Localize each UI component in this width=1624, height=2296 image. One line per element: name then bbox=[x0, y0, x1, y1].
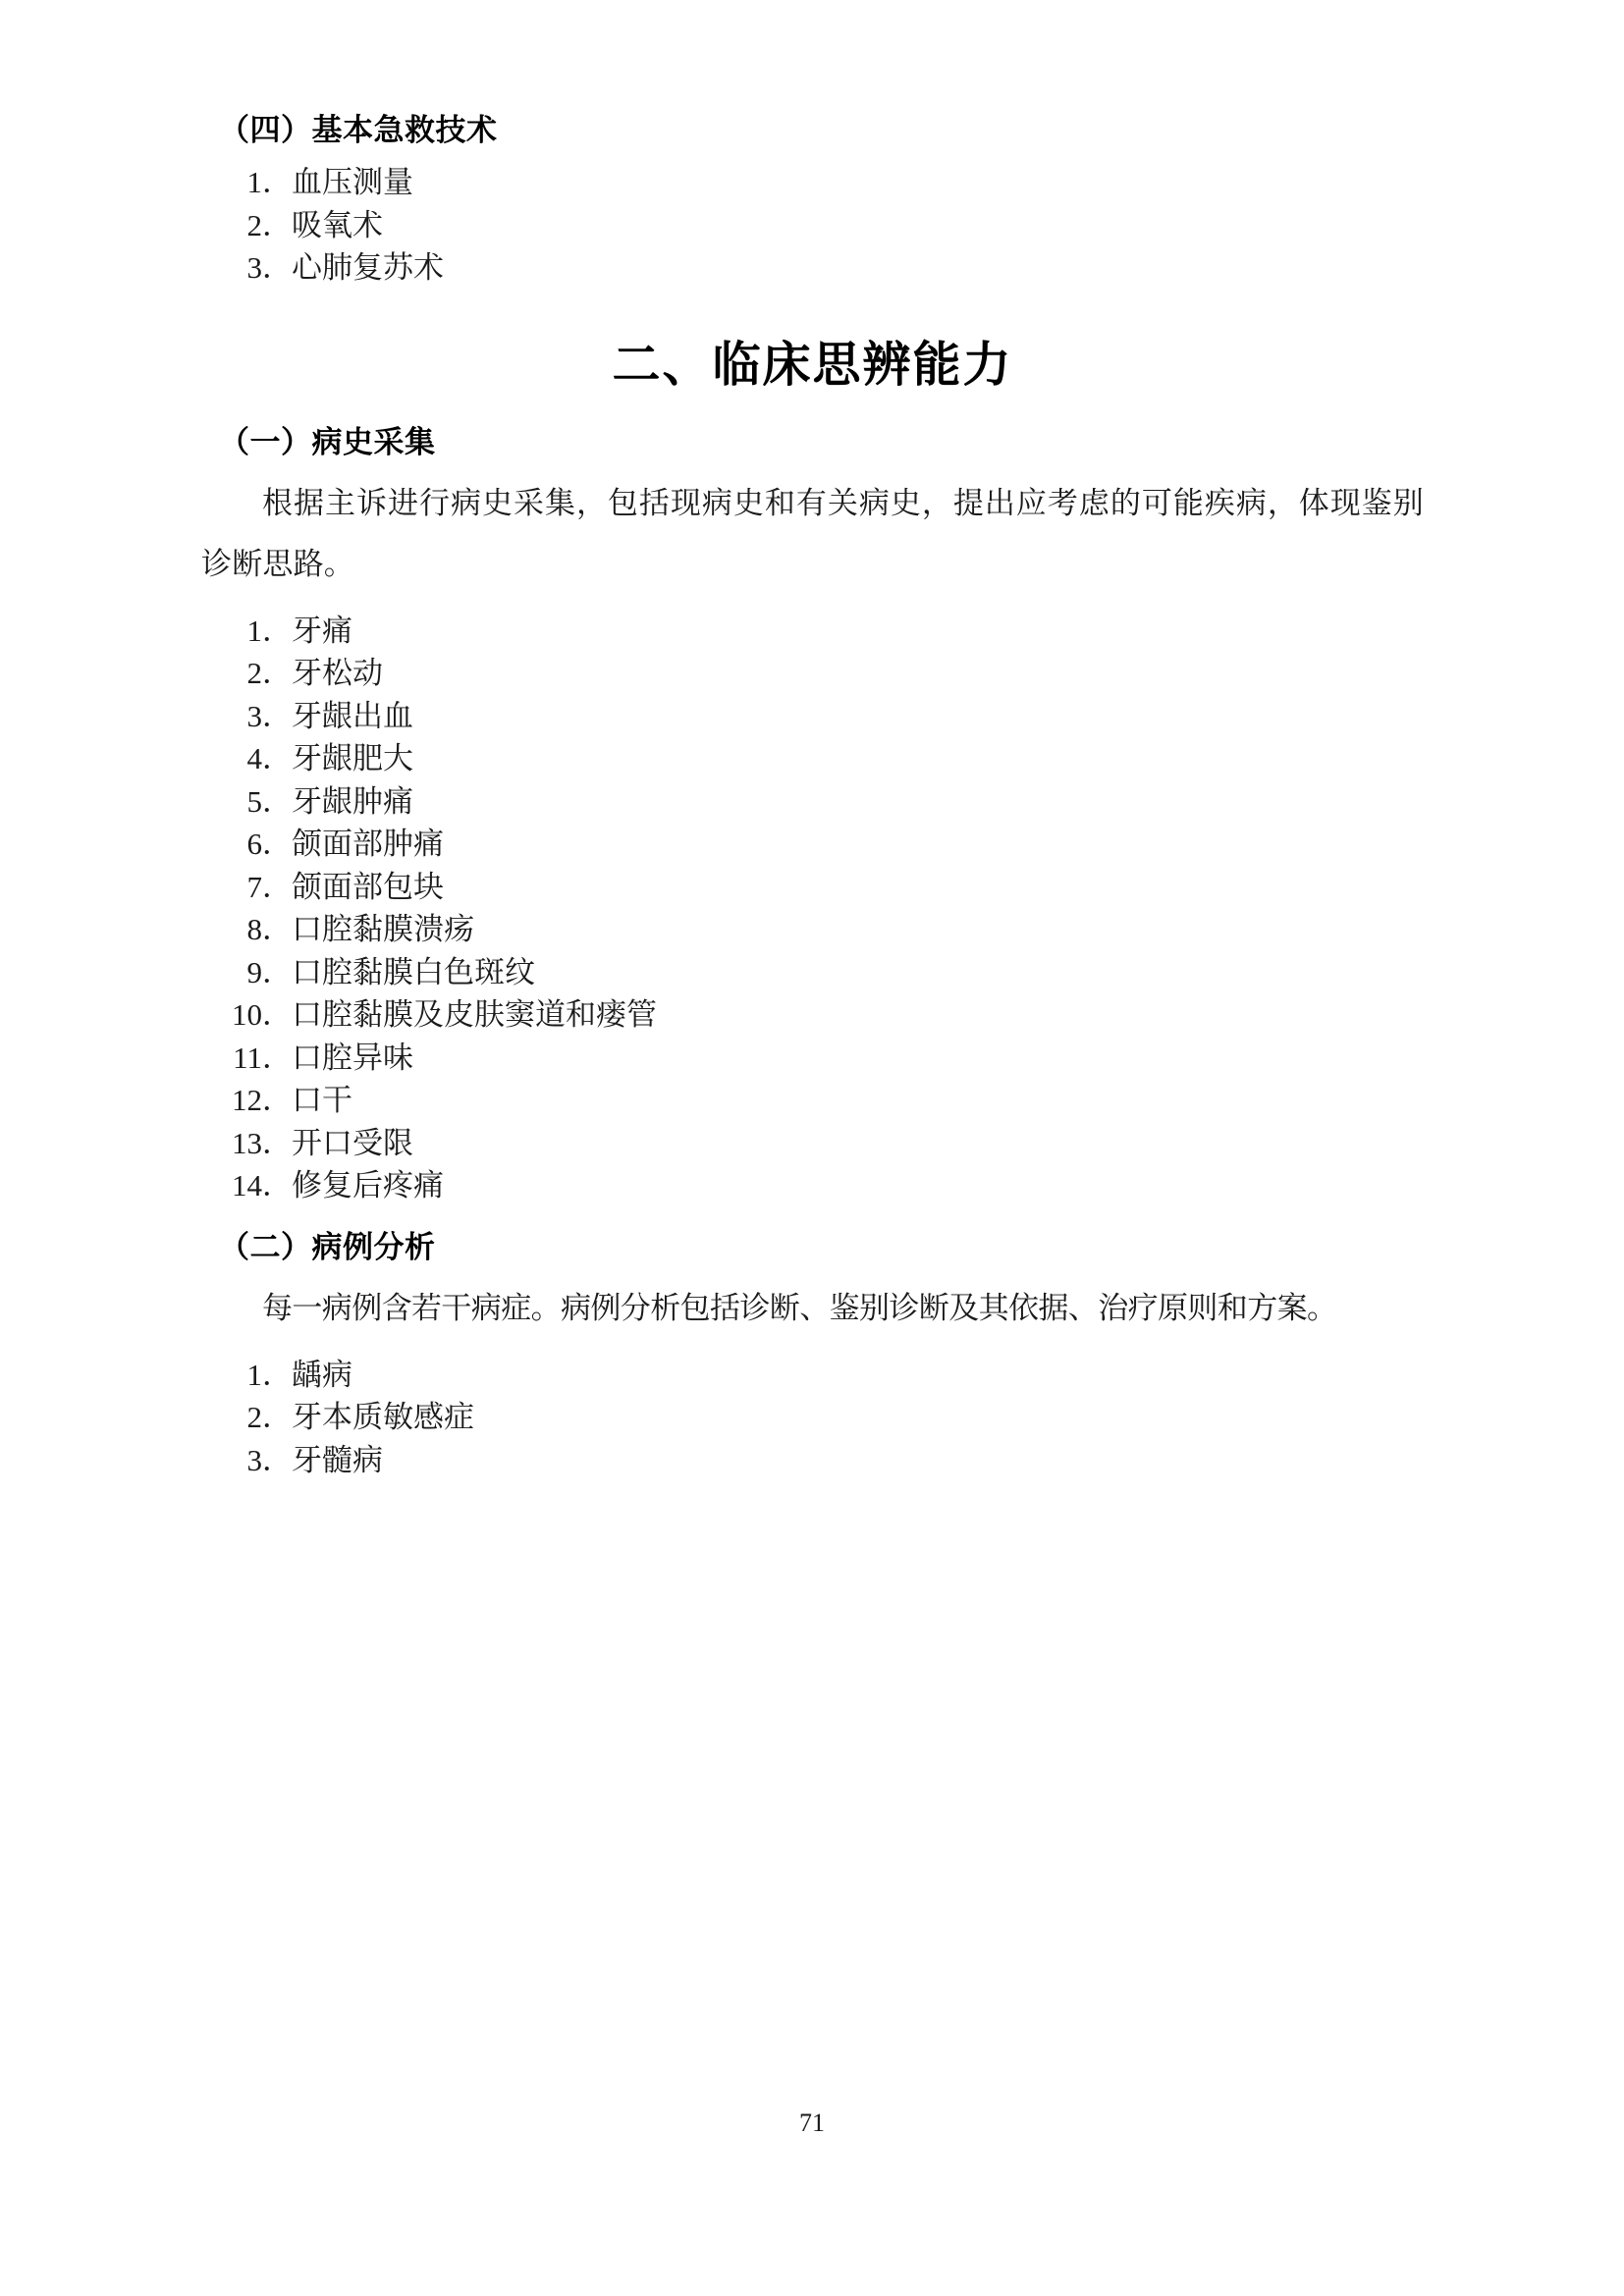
list-item bbox=[201, 695, 1424, 738]
list-item-number: 9 bbox=[246, 954, 262, 989]
list-item-separator: ． bbox=[262, 783, 293, 819]
list-item bbox=[201, 1164, 1424, 1207]
spacer bbox=[201, 290, 1424, 341]
list-item-number: 7 bbox=[246, 869, 262, 904]
spacer bbox=[201, 458, 1424, 473]
list-item-separator: ． bbox=[262, 165, 293, 199]
spacer bbox=[201, 1207, 1424, 1233]
list-item-separator: ． bbox=[262, 1083, 293, 1117]
chapter-heading: 二、临床思辨能力 bbox=[612, 336, 1013, 393]
list-item-number: 8 bbox=[246, 912, 262, 946]
list-item-separator: ． bbox=[262, 997, 293, 1032]
list-item-label: 吸氧术 bbox=[292, 207, 383, 242]
list-item bbox=[201, 610, 1424, 653]
spacer bbox=[201, 595, 1424, 610]
list-item-number: 14 bbox=[232, 1168, 262, 1202]
list-item-separator: ． bbox=[262, 1400, 293, 1434]
list-item-label: 口腔异味 bbox=[292, 1040, 413, 1075]
list-item-label: 牙龈出血 bbox=[292, 698, 413, 733]
list-item-label: 牙松动 bbox=[292, 656, 383, 690]
list-item-number: 5 bbox=[246, 783, 262, 819]
list-item bbox=[201, 908, 1424, 951]
list-item-label: 牙龈肿痛 bbox=[292, 783, 413, 819]
list-item-separator: ． bbox=[262, 741, 293, 775]
list-item-number: 2 bbox=[246, 1400, 262, 1434]
list-item-separator: ． bbox=[262, 698, 293, 733]
list-item-separator: ． bbox=[262, 869, 293, 904]
list-item-number: 4 bbox=[246, 741, 262, 775]
list-item-number: 1 bbox=[246, 613, 262, 648]
spacer bbox=[201, 389, 1424, 428]
list-item bbox=[201, 1354, 1424, 1397]
list-item bbox=[201, 823, 1424, 866]
list-item-number: 10 bbox=[232, 997, 262, 1032]
list-item-number: 13 bbox=[232, 1125, 262, 1160]
list-item bbox=[201, 1079, 1424, 1122]
list-basic-first-aid bbox=[201, 161, 1424, 290]
list-item bbox=[201, 161, 1424, 204]
list-item-label: 口腔黏膜白色斑纹 bbox=[292, 954, 535, 989]
list-item-separator: ． bbox=[262, 954, 293, 989]
list-item bbox=[201, 951, 1424, 994]
list-item-number: 1 bbox=[246, 165, 262, 199]
list-item-label: 口腔黏膜溃疡 bbox=[292, 912, 474, 946]
paragraph-history-taking: 根据主诉进行病史采集，包括现病史和有关病史，提出应考虑的可能疾病，体现鉴别诊断思路。 bbox=[201, 485, 1424, 581]
list-item bbox=[201, 737, 1424, 780]
list-case-analysis bbox=[201, 1354, 1424, 1482]
list-item bbox=[201, 1439, 1424, 1482]
list-item-separator: ． bbox=[262, 250, 293, 285]
list-item bbox=[201, 246, 1424, 290]
list-item-number: 3 bbox=[246, 698, 262, 733]
list-item-separator: ． bbox=[262, 207, 293, 242]
list-item-separator: ． bbox=[262, 827, 293, 861]
list-item-label: 血压测量 bbox=[292, 165, 413, 199]
list-item-number: 2 bbox=[246, 207, 262, 242]
list-item-label: 开口受限 bbox=[292, 1125, 413, 1160]
list-item-number: 3 bbox=[246, 250, 262, 285]
section-heading-basic-first-aid: （四）基本急救技术 bbox=[219, 113, 498, 148]
list-item-separator: ． bbox=[262, 1125, 293, 1160]
list-item-separator: ． bbox=[262, 656, 293, 690]
list-item bbox=[201, 652, 1424, 695]
list-item-separator: ． bbox=[262, 613, 293, 648]
list-item-number: 1 bbox=[246, 1357, 262, 1392]
list-item bbox=[201, 1122, 1424, 1165]
list-item bbox=[201, 1037, 1424, 1080]
list-item-separator: ． bbox=[262, 1442, 293, 1477]
list-item-number: 2 bbox=[246, 656, 262, 690]
spacer bbox=[201, 1339, 1424, 1354]
section-heading-history-taking: （一）病史采集 bbox=[219, 424, 436, 460]
list-item-label: 颌面部肿痛 bbox=[292, 827, 444, 861]
list-item bbox=[201, 204, 1424, 247]
list-item-number: 6 bbox=[246, 827, 262, 861]
list-item-number: 12 bbox=[232, 1083, 262, 1117]
list-item-separator: ． bbox=[262, 912, 293, 946]
list-item bbox=[201, 1396, 1424, 1439]
page-content bbox=[201, 113, 1424, 1481]
list-item-separator: ． bbox=[262, 1357, 293, 1392]
spacer bbox=[201, 146, 1424, 161]
list-item-label: 牙龈肥大 bbox=[292, 741, 413, 775]
list-item-label: 心肺复苏术 bbox=[292, 250, 444, 285]
list-item-label: 口腔黏膜及皮肤窦道和瘘管 bbox=[292, 997, 657, 1032]
list-item-separator: ． bbox=[262, 1168, 293, 1202]
list-item-number: 3 bbox=[246, 1442, 262, 1477]
section-heading-case-analysis: （二）病例分析 bbox=[219, 1229, 436, 1265]
list-item-label: 龋病 bbox=[292, 1357, 352, 1392]
list-item-label: 修复后疼痛 bbox=[292, 1168, 444, 1202]
list-item-label: 口干 bbox=[292, 1083, 352, 1117]
paragraph-case-analysis: 每一病例含若干病症。病例分析包括诊断、鉴别诊断及其依据、治疗原则和方案。 bbox=[262, 1290, 1337, 1325]
list-item-label: 牙痛 bbox=[292, 613, 352, 648]
list-item-label: 牙本质敏感症 bbox=[292, 1400, 474, 1434]
list-item-number: 11 bbox=[233, 1040, 262, 1075]
list-history-taking bbox=[201, 610, 1424, 1207]
list-item-label: 牙髓病 bbox=[292, 1442, 383, 1477]
spacer bbox=[201, 1263, 1424, 1278]
list-item-separator: ． bbox=[262, 1040, 293, 1075]
list-item bbox=[201, 993, 1424, 1037]
list-item-label: 颌面部包块 bbox=[292, 869, 444, 904]
list-item bbox=[201, 866, 1424, 909]
page-number: 71 bbox=[799, 2109, 825, 2137]
list-item bbox=[201, 780, 1424, 824]
